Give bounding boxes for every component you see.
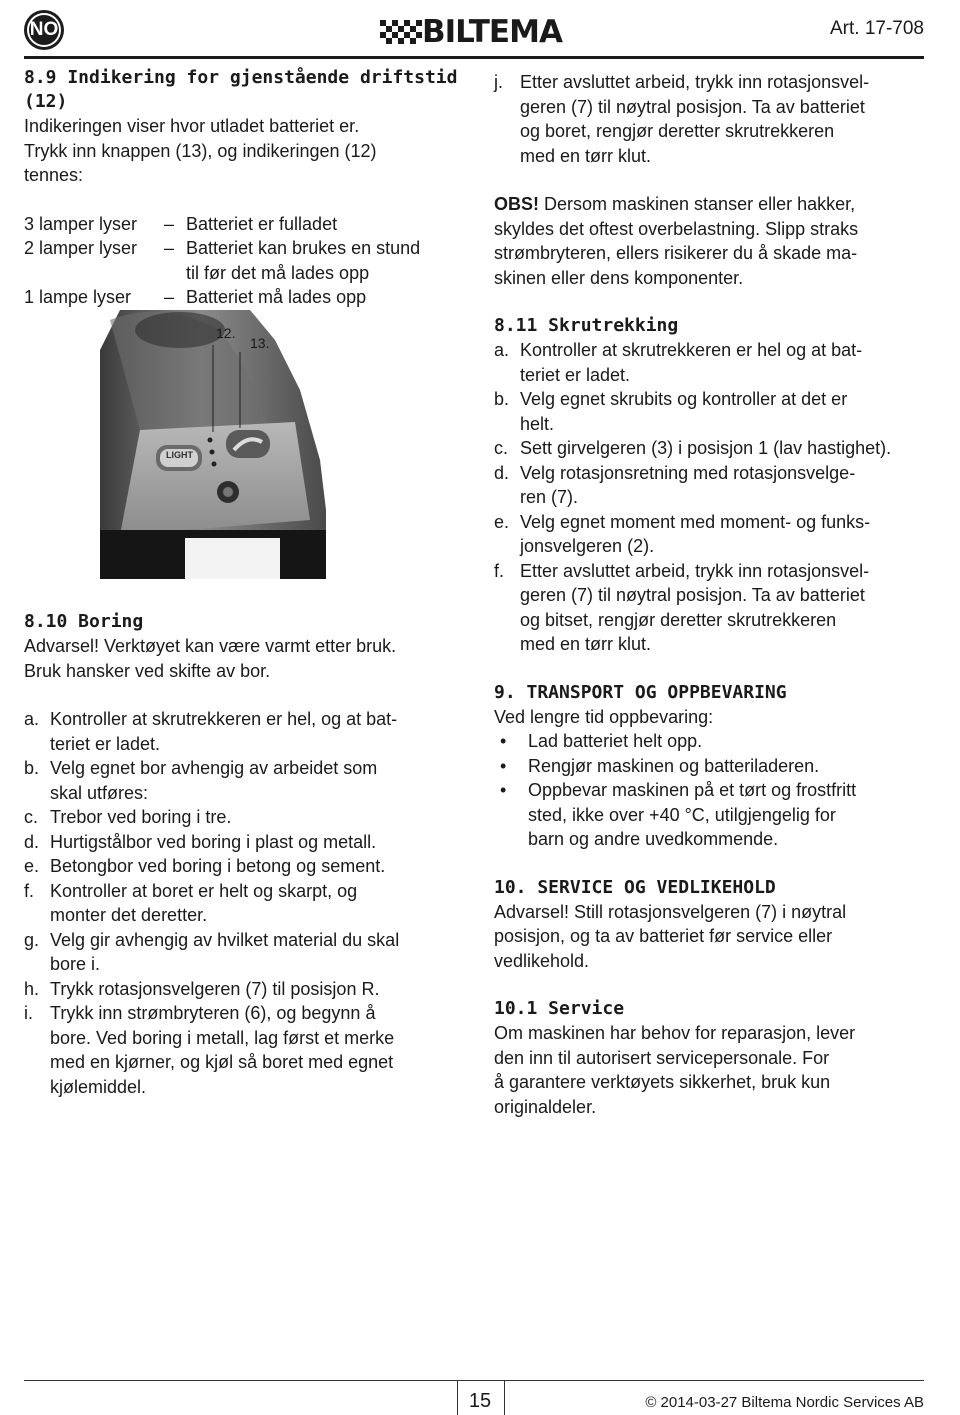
section-8-9 bbox=[24, 66, 470, 310]
list-item-text: Kontroller at boret er helt og skarpt, og bbox=[50, 880, 358, 901]
list-item-text: monter det deretter. bbox=[50, 905, 208, 925]
list-item-text: teriet er ladet. bbox=[50, 733, 161, 754]
list-item-label bbox=[494, 485, 520, 510]
biltema-logo bbox=[380, 14, 562, 50]
list-item bbox=[24, 781, 470, 806]
list-item bbox=[494, 827, 934, 852]
list-item bbox=[24, 830, 470, 855]
list-item-label: f. bbox=[494, 560, 505, 581]
list-item bbox=[24, 903, 470, 928]
list-item-text: teriet er ladet. bbox=[520, 364, 631, 385]
list-item bbox=[24, 732, 470, 757]
right-column bbox=[494, 70, 934, 1119]
list-item-text: kjølemiddel. bbox=[50, 1076, 147, 1097]
list-item bbox=[494, 534, 934, 559]
section-8-9-line: tennes: bbox=[24, 165, 84, 185]
list-item-label bbox=[494, 827, 528, 852]
list-item-text: Kontroller at skrutrekkeren er hel, og at bat- bbox=[50, 709, 398, 729]
list-item-text: Kontroller at skrutrekkeren er hel og at bat- bbox=[520, 340, 863, 360]
list-item-text: bore i. bbox=[50, 954, 101, 974]
list-item-label bbox=[24, 903, 50, 928]
lamp-row: til før det må lades opp bbox=[186, 262, 370, 283]
list-item bbox=[494, 608, 934, 633]
list-item-label: j. bbox=[494, 72, 503, 92]
list-item-text: Trykk rotasjonsvelgeren (7) til posisjon R. bbox=[50, 978, 380, 999]
list-item-text: med en tørr klut. bbox=[520, 634, 652, 654]
list-item-text: Lad batteriet helt opp. bbox=[528, 731, 703, 751]
list-item bbox=[24, 1075, 470, 1100]
list-item bbox=[24, 977, 470, 1002]
list-item bbox=[494, 436, 934, 461]
list-item-label bbox=[24, 732, 50, 757]
list-item-label: • bbox=[500, 755, 507, 776]
section-9-title: 9. TRANSPORT OG OPPBEVARING bbox=[494, 681, 787, 703]
lamp-row: 2 lamper lyser – Batteriet kan brukes en stund bbox=[24, 238, 421, 258]
list-item bbox=[494, 412, 934, 437]
section-8-9-line: Trykk inn knappen (13), og indikeringen (12) bbox=[24, 140, 377, 161]
list-item-text: Hurtigstålbor ved boring i plast og metall. bbox=[50, 831, 377, 852]
article-number: Art. 17-708 bbox=[830, 18, 924, 39]
list-item bbox=[24, 952, 470, 977]
list-item bbox=[494, 485, 934, 510]
list-item-text: skal utføres: bbox=[50, 782, 149, 803]
list-item bbox=[24, 879, 470, 904]
callout-12: 12. bbox=[216, 325, 236, 341]
list-item-label: a. bbox=[24, 709, 40, 729]
list-item-text: Etter avsluttet arbeid, trykk inn rotasjonsvel- bbox=[520, 560, 870, 581]
list-item-label bbox=[494, 583, 520, 608]
list-item-text: Trykk inn strømbryteren (6), og begynn å bbox=[50, 1003, 376, 1023]
list-item-label: g. bbox=[24, 929, 40, 950]
list-item-label bbox=[24, 1050, 50, 1075]
lamp-row: 1 lampe lyser – Batteriet må lades opp bbox=[24, 287, 367, 307]
list-item bbox=[24, 1050, 470, 1075]
list-item-label bbox=[494, 632, 520, 657]
callout-13: 13. bbox=[250, 335, 270, 351]
list-item-label: d. bbox=[24, 831, 40, 852]
list-item bbox=[494, 119, 934, 144]
list-item-text: Betongbor ved boring i betong og sement. bbox=[50, 856, 386, 876]
section-10-line: Advarsel! Still rotasjonsvelgeren (7) i nøytral bbox=[494, 901, 847, 922]
drill-battery-indicator-photo bbox=[100, 310, 326, 579]
page-number: 15 bbox=[468, 1390, 492, 1412]
list-item-label: b. bbox=[24, 758, 40, 778]
list-item-label: c. bbox=[494, 438, 509, 458]
list-item-text: med en tørr klut. bbox=[520, 145, 652, 166]
list-item-label: c. bbox=[24, 807, 39, 827]
section-8-10 bbox=[24, 610, 470, 1099]
list-item-text: Oppbevar maskinen på et tørt og frostfritt bbox=[528, 780, 857, 800]
list-item-label: • bbox=[500, 780, 507, 800]
list-item bbox=[494, 754, 934, 779]
section-10-line: vedlikehold. bbox=[494, 950, 590, 971]
list-item-text: barn og andre uvedkommende. bbox=[528, 829, 779, 849]
list-item-text: Velg egnet skrubits og kontroller at det er bbox=[520, 389, 848, 409]
list-item bbox=[24, 1026, 470, 1051]
list-item-text: og boret, rengjør deretter skrutrekkeren bbox=[520, 121, 835, 141]
copyright: © 2014-03-27 Biltema Nordic Services AB bbox=[645, 1394, 924, 1411]
list-item-text: Velg gir avhengig av hvilket material du skal bbox=[50, 929, 400, 950]
list-item bbox=[24, 756, 470, 781]
light-button-label: LIGHT bbox=[166, 450, 193, 460]
language-badge: NO bbox=[24, 10, 64, 50]
obs-line: skyldes det oftest overbelastning. Slipp straks bbox=[494, 218, 859, 239]
list-item-label bbox=[494, 803, 528, 828]
logo-wordmark: BILTEMA bbox=[422, 14, 562, 50]
section-10-line: posisjon, og ta av batteriet før service eller bbox=[494, 926, 833, 946]
list-item-text: jonsvelgeren (2). bbox=[520, 536, 655, 556]
list-item-text: Trebor ved boring i tre. bbox=[50, 807, 232, 827]
list-item-label: e. bbox=[24, 856, 40, 876]
section-8-11-title: 8.11 Skrutrekking bbox=[494, 315, 679, 336]
list-item-label: i. bbox=[24, 1003, 33, 1023]
list-item bbox=[494, 510, 934, 535]
list-item-text: Velg egnet bor avhengig av arbeidet som bbox=[50, 758, 378, 778]
list-item bbox=[494, 144, 934, 169]
list-item bbox=[24, 707, 470, 732]
warning-line: Advarsel! Verktøyet kan være varmt etter bruk. bbox=[24, 636, 397, 656]
list-item-text: ren (7). bbox=[520, 487, 579, 507]
section-10-title: 10. SERVICE OG VEDLIKEHOLD bbox=[494, 876, 776, 898]
list-item-label bbox=[24, 1026, 50, 1051]
list-item-label bbox=[494, 608, 520, 633]
list-item-text: og bitset, rengjør deretter skrutrekkeren bbox=[520, 609, 837, 630]
section-8-10-title: 8.10 Boring bbox=[24, 611, 144, 632]
section-10-1-title: 10.1 Service bbox=[494, 998, 625, 1019]
list-item-label bbox=[494, 534, 520, 559]
list-item-label: e. bbox=[494, 511, 510, 532]
section-8-9-title: 8.9 Indikering for gjenstående driftstid (12) bbox=[24, 67, 458, 112]
list-item-text: geren (7) til nøytral posisjon. Ta av batteriet bbox=[520, 585, 865, 605]
list-item-label bbox=[494, 95, 520, 120]
obs-label: OBS! bbox=[494, 194, 539, 214]
list-item-text: med en kjørner, og kjøl så boret med egnet bbox=[50, 1052, 394, 1072]
list-item bbox=[494, 583, 934, 608]
warning-line: Bruk hansker ved skifte av bor. bbox=[24, 660, 271, 681]
list-item-label bbox=[24, 1075, 50, 1100]
list-item bbox=[24, 805, 470, 830]
section-9-intro: Ved lengre tid oppbevaring: bbox=[494, 706, 714, 727]
list-item-label: • bbox=[500, 731, 507, 751]
list-item bbox=[24, 1001, 470, 1026]
header-rule bbox=[24, 56, 924, 59]
list-item-text: Rengjør maskinen og batteriladeren. bbox=[528, 755, 820, 776]
section-10-1-line: Om maskinen har behov for reparasjon, lever bbox=[494, 1023, 856, 1043]
list-item-label bbox=[494, 144, 520, 169]
list-item-text: Sett girvelgeren (3) i posisjon 1 (lav hastighet). bbox=[520, 438, 892, 458]
list-item bbox=[494, 559, 934, 584]
list-item bbox=[494, 778, 934, 803]
section-8-9-line: Indikeringen viser hvor utladet batteriet er. bbox=[24, 116, 360, 136]
list-item-label bbox=[24, 781, 50, 806]
list-item bbox=[494, 387, 934, 412]
obs-note: OBS! Dersom maskinen stanser eller hakker, bbox=[494, 194, 856, 214]
list-item bbox=[494, 338, 934, 363]
list-item-label: a. bbox=[494, 340, 510, 360]
list-item-text: bore. Ved boring i metall, lag først et merke bbox=[50, 1027, 395, 1048]
list-item-text: Velg egnet moment med moment- og funks- bbox=[520, 511, 871, 532]
list-item-label bbox=[494, 363, 520, 388]
list-item-text: geren (7) til nøytral posisjon. Ta av batteriet bbox=[520, 96, 865, 117]
list-item bbox=[494, 363, 934, 388]
list-item-label bbox=[494, 412, 520, 437]
list-item-text: helt. bbox=[520, 413, 555, 434]
list-item bbox=[494, 461, 934, 486]
list-item bbox=[494, 70, 934, 95]
checkered-flag-icon bbox=[380, 20, 422, 44]
list-item-text: sted, ikke over +40 °C, utilgjengelig for bbox=[528, 804, 836, 825]
list-item-text: Velg rotasjonsretning med rotasjonsvelge- bbox=[520, 462, 856, 483]
lamp-row: 3 lamper lyser – Batteriet er fulladet bbox=[24, 213, 338, 234]
list-item bbox=[24, 854, 470, 879]
section-10-1-line: å garantere verktøyets sikkerhet, bruk kun bbox=[494, 1072, 831, 1092]
list-item-text: Etter avsluttet arbeid, trykk inn rotasjonsvel- bbox=[520, 72, 870, 92]
list-item bbox=[494, 632, 934, 657]
list-item bbox=[494, 803, 934, 828]
list-item-label bbox=[24, 952, 50, 977]
section-10-1-line: originaldeler. bbox=[494, 1096, 597, 1117]
section-10-1-line: den inn til autorisert servicepersonale. For bbox=[494, 1047, 830, 1068]
list-item-label: h. bbox=[24, 978, 40, 999]
obs-line: skinen eller dens komponenter. bbox=[494, 267, 744, 288]
obs-line: strømbryteren, ellers risikerer du å skade ma- bbox=[494, 243, 858, 263]
list-item bbox=[24, 928, 470, 953]
list-item-label: b. bbox=[494, 389, 510, 409]
list-item-label bbox=[494, 119, 520, 144]
list-item-label: f. bbox=[24, 880, 35, 901]
list-item bbox=[494, 95, 934, 120]
list-item bbox=[494, 729, 934, 754]
list-item-label: d. bbox=[494, 462, 510, 483]
